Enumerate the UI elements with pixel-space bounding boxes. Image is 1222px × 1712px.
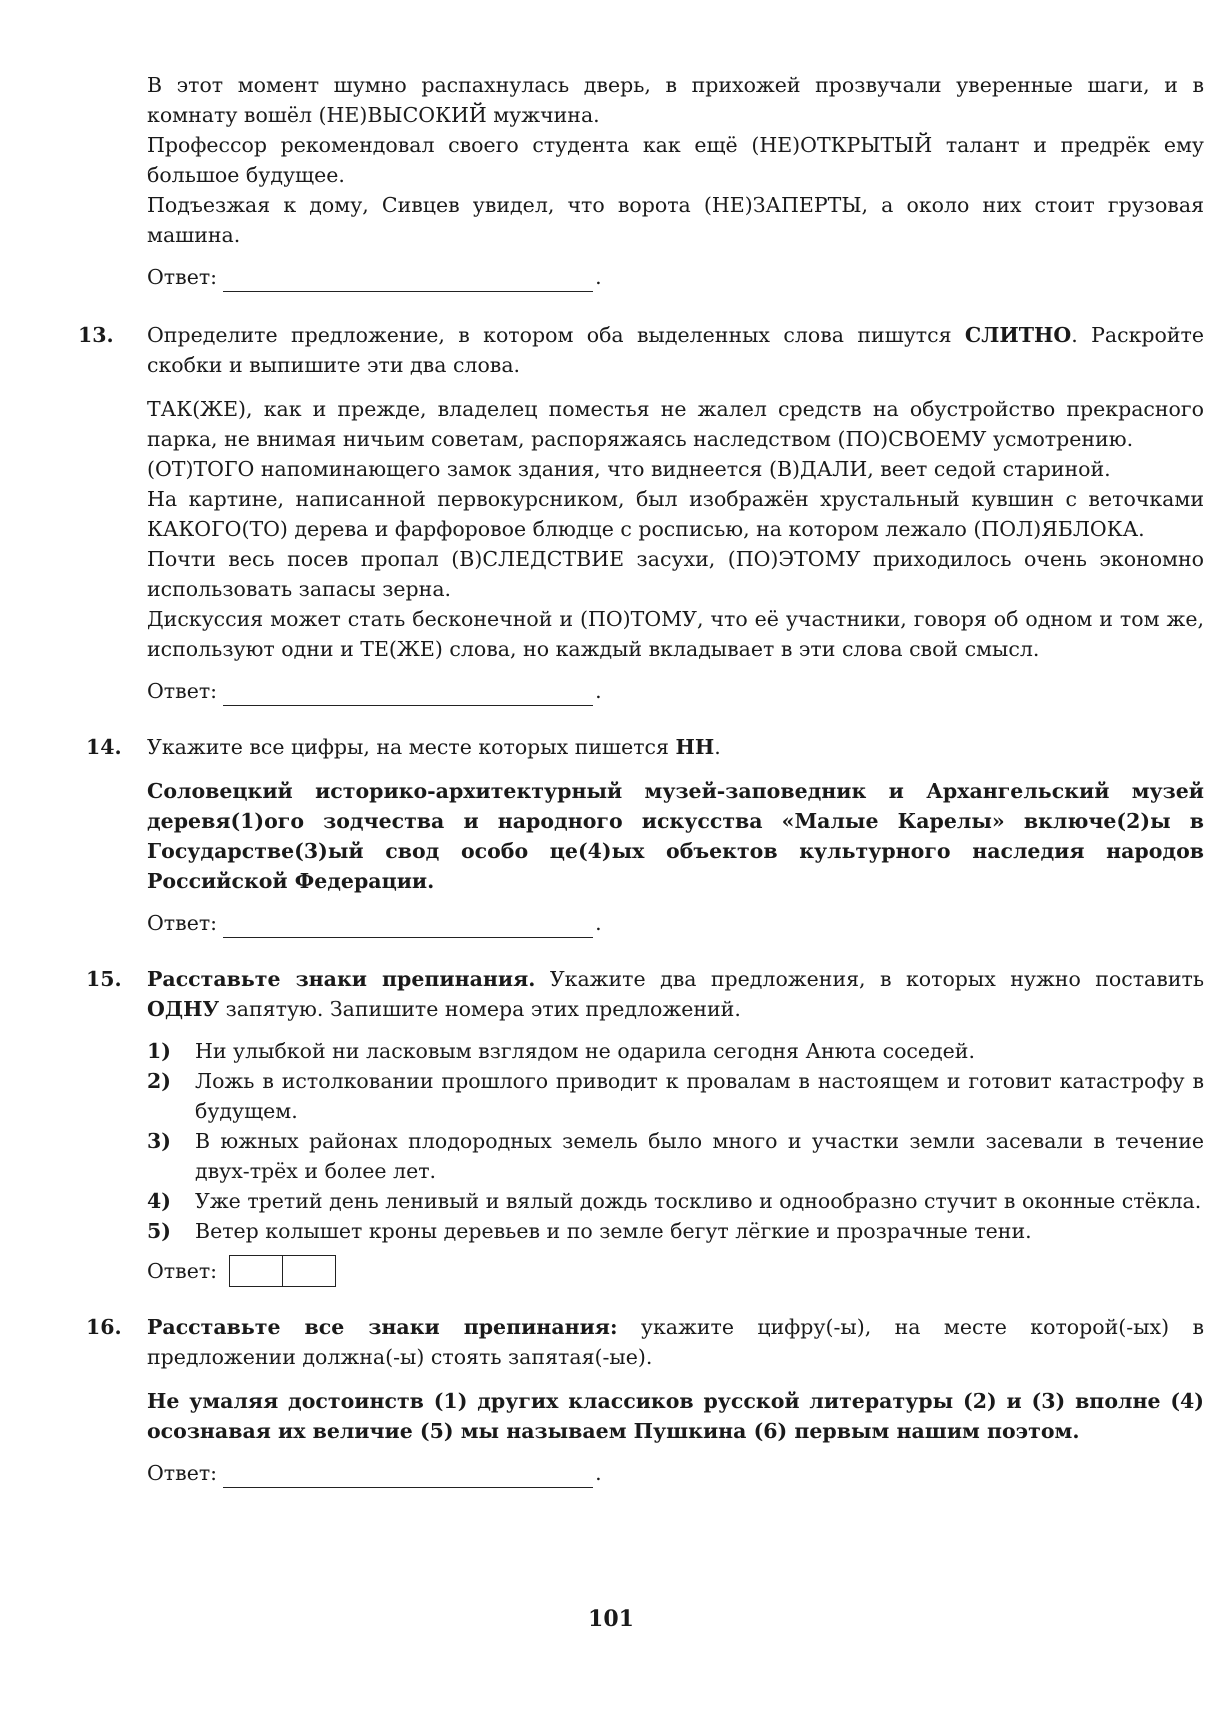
task-number: 14. (86, 735, 122, 759)
intro-sentence-2: Профессор рекомендовал своего студента как ещё (НЕ)ОТКРЫТЫЙ талант и предрёк ему большое будущее. (147, 133, 1204, 187)
task-question (147, 732, 1204, 762)
task-sentences (147, 394, 1204, 664)
question-emphasis: СЛИТНО (964, 323, 1072, 347)
task-16 (86, 1312, 1204, 1488)
answer-box-2[interactable] (282, 1256, 335, 1286)
intro-sentence-1: В этот момент шумно распахнулась дверь, в прихожей прозвучали уверенные шаги, и в комнату вошёл (НЕ)ВЫСОКИЙ мужчина. (147, 73, 1204, 127)
answer-field[interactable] (223, 1465, 593, 1488)
item-number: 5) (147, 1219, 171, 1243)
answer-end: . (595, 911, 602, 935)
page-number: 101 (588, 1606, 634, 1632)
sentence: (ОТ)ТОГО напоминающего замок здания, что виднеется (В)ДАЛИ, веет седой стариной. (147, 457, 1111, 481)
task-13 (78, 320, 1204, 706)
answer-field[interactable] (223, 915, 593, 938)
list-item (147, 1186, 1204, 1216)
item-text: Ни улыбкой ни ласковым взглядом не одарила сегодня Анюта соседей. (195, 1039, 975, 1063)
item-number: 1) (147, 1039, 171, 1063)
answer-label: Ответ: (147, 911, 218, 935)
answer-row (147, 676, 1204, 706)
sentence: ТАК(ЖЕ), как и прежде, владелец поместья не жалел средств на обустройство прекрасного парка, не внимая ничьим советам, распоряжаясь наследством (ПО)СВОЕМУ усмотрению. (147, 397, 1204, 451)
answer-boxes (229, 1255, 336, 1287)
item-text: Ветер колышет кроны деревьев и по земле бегут лёгкие и прозрачные тени. (195, 1219, 1032, 1243)
answer-row (147, 1256, 1204, 1286)
item-number: 4) (147, 1189, 171, 1213)
answer-row (147, 262, 1204, 292)
question-text: Укажите все цифры, на месте которых пишется (147, 735, 676, 759)
task-text: Соловецкий историко-архитектурный музей-заповедник и Архангельский музей деревя(1)ого зодчества и народного искусства «Малые Карелы» включе(2)ы в Государстве(3)ый свод особо це(4)ых объектов культурного наследия народов Российской Федерации. (147, 779, 1204, 893)
question-emphasis: Расставьте знаки препинания. (147, 967, 536, 991)
sentence-list (147, 1036, 1204, 1246)
item-number: 3) (147, 1129, 171, 1153)
question-text: Определите предложение, в котором оба выделенных слова пишутся (147, 323, 965, 347)
answer-row (147, 1458, 1204, 1488)
sentence: Почти весь посев пропал (В)СЛЕДСТВИЕ засухи, (ПО)ЭТОМУ приходилось очень экономно использовать запасы зерна. (147, 547, 1204, 601)
task-15 (86, 964, 1204, 1286)
page-content (78, 70, 1204, 1488)
list-item (147, 1036, 1204, 1066)
question-text-end: . Раскройте скобки и выпишите эти два слова. (147, 323, 1204, 377)
item-text: В южных районах плодородных земель было много и участки земли засевали в течение двух-трёх и более лет. (195, 1129, 1204, 1183)
sentence: На картине, написанной первокурсником, был изображён хрустальный кувшин с веточками КАКОГО(ТО) дерева и фарфоровое блюдце с росписью, на котором лежало (ПОЛ)ЯБЛОКА. (147, 487, 1204, 541)
task-question (147, 964, 1204, 1024)
question-text: Укажите два предложения, в которых нужно поставить (535, 967, 1204, 991)
question-emphasis: НН (675, 735, 715, 759)
answer-label: Ответ: (147, 1259, 218, 1283)
question-emphasis-2: ОДНУ (147, 997, 220, 1021)
answer-field[interactable] (223, 683, 593, 706)
item-text: Уже третий день ленивый и вялый дождь тоскливо и однообразно стучит в оконные стёкла. (195, 1189, 1202, 1213)
answer-end: . (595, 1461, 602, 1485)
task-number: 15. (86, 967, 122, 991)
question-text-end: . (714, 735, 721, 759)
task-14 (86, 732, 1204, 938)
answer-field[interactable] (223, 269, 593, 292)
answer-label: Ответ: (147, 265, 218, 289)
sentence: Дискуссия может стать бесконечной и (ПО)ТОМУ, что её участники, говоря об одном и том же, используют одни и ТЕ(ЖЕ) слова, но каждый вкладывает в эти слова свой смысл. (147, 607, 1204, 661)
task-text: Не умаляя достоинств (1) других классиков русской литературы (2) и (3) вполне (4) осознавая их величие (5) мы называем Пушкина (6) первым нашим поэтом. (147, 1389, 1204, 1443)
item-text: Ложь в истолковании прошлого приводит к провалам в настоящем и готовит катастрофу в будущем. (195, 1069, 1204, 1123)
answer-end: . (595, 679, 602, 703)
answer-label: Ответ: (147, 1461, 218, 1485)
question-emphasis: Расставьте все знаки препинания: (147, 1315, 618, 1339)
list-item (147, 1216, 1204, 1246)
answer-box-1[interactable] (230, 1256, 282, 1286)
answer-end: . (595, 265, 602, 289)
answer-label: Ответ: (147, 679, 218, 703)
task-number: 16. (86, 1315, 122, 1339)
list-item (147, 1126, 1204, 1186)
question-text: укажите цифру(-ы), на месте которой(-ых) в предложении должна(-ы) стоять запятая(-ые). (147, 1315, 1204, 1369)
list-item (147, 1066, 1204, 1126)
answer-row (147, 908, 1204, 938)
task-question (147, 320, 1204, 380)
intro-block (92, 70, 1204, 292)
item-number: 2) (147, 1069, 171, 1093)
task-number: 13. (78, 323, 114, 347)
intro-sentence-3: Подъезжая к дому, Сивцев увидел, что ворота (НЕ)ЗАПЕРТЫ, а около них стоит грузовая машина. (147, 193, 1204, 247)
question-text-end: запятую. Запишите номера этих предложений. (219, 997, 741, 1021)
task-question (147, 1312, 1204, 1372)
